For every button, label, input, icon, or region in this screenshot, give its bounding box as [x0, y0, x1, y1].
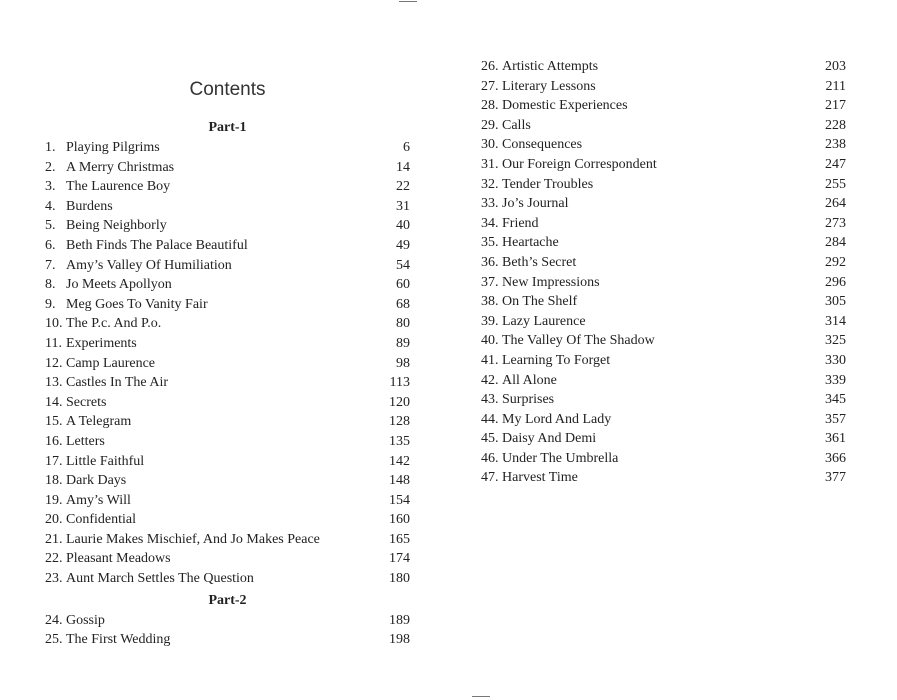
- chapter-number: 37.: [481, 274, 499, 290]
- toc-entry: [45, 275, 410, 295]
- chapter-title: Tender Troubles: [502, 176, 594, 192]
- toc-entry: [45, 354, 410, 374]
- chapter-title: Heartache: [502, 235, 559, 251]
- chapter-number: 24.: [45, 612, 63, 628]
- toc-entry: [481, 233, 846, 253]
- toc-entry: [45, 569, 410, 589]
- chapter-title: Jo’s Journal: [502, 196, 569, 212]
- chapter-title: Pleasant Meadows: [66, 551, 171, 567]
- chapter-title: Lazy Laurence: [502, 313, 586, 329]
- chapter-number: 7.: [45, 257, 56, 273]
- chapter-title: Domestic Experiences: [502, 98, 628, 114]
- page-number: 377: [825, 470, 846, 486]
- chapter-number: 32.: [481, 176, 499, 192]
- chapter-title: Harvest Time: [502, 470, 578, 486]
- chapter-title: Little Faithful: [66, 453, 145, 469]
- chapter-number: 28.: [481, 98, 499, 114]
- chapter-number: 36.: [481, 254, 499, 270]
- chapter-number: 40.: [481, 333, 499, 349]
- toc-entry: [45, 256, 410, 276]
- chapter-title: Beth’s Secret: [502, 254, 577, 270]
- toc-entry: [45, 138, 410, 158]
- toc-entry: [45, 510, 410, 530]
- chapter-number: 44.: [481, 411, 499, 427]
- page-number: 60: [396, 277, 410, 293]
- page-number: 89: [396, 335, 410, 351]
- part-2-heading: Part-2: [208, 592, 247, 608]
- toc-entry: [481, 449, 846, 469]
- chapter-title: On The Shelf: [502, 294, 578, 310]
- chapter-number: 18.: [45, 473, 63, 489]
- chapter-title: Experiments: [66, 335, 137, 351]
- chapter-title: The First Wedding: [66, 632, 171, 648]
- page-number: 180: [389, 571, 410, 587]
- chapter-number: 4.: [45, 198, 56, 214]
- chapter-title: Our Foreign Correspondent: [502, 156, 657, 172]
- page-number: 284: [825, 235, 846, 251]
- chapter-title: Burdens: [66, 198, 113, 214]
- page-number: 40: [396, 218, 410, 234]
- chapter-number: 23.: [45, 571, 63, 587]
- page-number: 325: [825, 333, 846, 349]
- page-number: 31: [396, 198, 410, 214]
- toc-entry: [481, 331, 846, 351]
- chapter-title: Friend: [502, 215, 539, 231]
- toc-entry: [45, 471, 410, 491]
- chapter-title: Laurie Makes Mischief, And Jo Makes Peace: [66, 531, 320, 547]
- chapter-title: Meg Goes To Vanity Fair: [66, 296, 208, 312]
- chapter-number: 38.: [481, 294, 499, 310]
- toc-entry: [45, 177, 410, 197]
- chapter-title: All Alone: [502, 372, 557, 388]
- toc-entry: [481, 57, 846, 77]
- chapter-number: 41.: [481, 352, 499, 368]
- chapter-title: Playing Pilgrims: [66, 140, 160, 155]
- page-number: 80: [396, 316, 410, 332]
- chapter-number: 3.: [45, 179, 56, 195]
- chapter-number: 27.: [481, 78, 499, 94]
- page-number: 14: [396, 159, 410, 175]
- chapter-title: Aunt March Settles The Question: [66, 571, 254, 587]
- toc-entry: [45, 393, 410, 413]
- page-number: 305: [825, 294, 846, 310]
- toc-entry: [481, 390, 846, 410]
- toc-entry: [45, 158, 410, 178]
- chapter-title: Being Neighborly: [66, 218, 167, 234]
- chapter-number: 21.: [45, 531, 63, 547]
- chapter-number: 45.: [481, 431, 499, 447]
- chapter-title: The Laurence Boy: [66, 179, 171, 195]
- toc-entry: [481, 312, 846, 332]
- part-1-heading: Part-1: [208, 120, 247, 135]
- chapter-number: 22.: [45, 551, 63, 567]
- toc-entry: [45, 530, 410, 550]
- chapter-title: Surprises: [502, 392, 555, 408]
- toc-entry: [481, 116, 846, 136]
- toc-entry: [45, 197, 410, 217]
- toc-entry: [481, 77, 846, 97]
- page-number: 339: [825, 372, 846, 388]
- chapter-number: 35.: [481, 235, 499, 251]
- toc-entry: [481, 371, 846, 391]
- chapter-title: Artistic Attempts: [502, 59, 599, 74]
- chapter-title: Confidential: [66, 512, 136, 528]
- chapter-number: 10.: [45, 316, 63, 332]
- page-number: 49: [396, 237, 410, 253]
- chapter-title: Secrets: [66, 394, 107, 410]
- chapter-title: Learning To Forget: [502, 352, 611, 368]
- chapter-title: Beth Finds The Palace Beautiful: [66, 237, 248, 253]
- toc-entry: [45, 452, 410, 472]
- left-page: [45, 76, 410, 650]
- chapter-number: 13.: [45, 375, 63, 391]
- toc-entry: [45, 630, 410, 650]
- toc-entry: [481, 155, 846, 175]
- chapter-number: 25.: [45, 632, 63, 648]
- chapter-number: 42.: [481, 372, 499, 388]
- chapter-number: 46.: [481, 450, 499, 466]
- chapter-number: 20.: [45, 512, 63, 528]
- toc-entry: [481, 214, 846, 234]
- page-number: 198: [389, 632, 410, 648]
- toc-entry: [481, 194, 846, 214]
- toc-entry: [481, 273, 846, 293]
- toc-entry: [481, 175, 846, 195]
- page-number: 345: [825, 392, 846, 408]
- chapter-title: Amy’s Valley Of Humiliation: [66, 257, 232, 273]
- chapter-title: Castles In The Air: [66, 375, 169, 391]
- page-number: 292: [825, 254, 846, 270]
- chapter-title: The Valley Of The Shadow: [502, 333, 655, 349]
- chapter-number: 33.: [481, 196, 499, 212]
- chapter-number: 47.: [481, 470, 499, 486]
- page-number: 238: [825, 137, 846, 153]
- page-number: 120: [389, 394, 410, 410]
- chapter-number: 15.: [45, 414, 63, 430]
- page-number: 22: [396, 179, 410, 195]
- page-number: 361: [825, 431, 846, 447]
- page-number: 330: [825, 352, 846, 368]
- chapter-number: 5.: [45, 218, 56, 234]
- toc-entry: [481, 351, 846, 371]
- toc-entry: [45, 611, 410, 631]
- chapter-number: 29.: [481, 117, 499, 133]
- page-number: 113: [389, 375, 410, 391]
- page-number: 273: [825, 215, 846, 231]
- chapter-number: 39.: [481, 313, 499, 329]
- page-number: 54: [396, 257, 410, 273]
- page-number: 357: [825, 411, 846, 427]
- page-bottom-marker: [472, 696, 490, 697]
- page-number: 154: [389, 492, 410, 508]
- toc-entry: [481, 468, 846, 488]
- chapter-number: 9.: [45, 296, 56, 312]
- page-number: 366: [825, 450, 846, 466]
- page-number: 217: [825, 98, 846, 114]
- chapter-title: Amy’s Will: [66, 492, 131, 508]
- chapter-title: Literary Lessons: [502, 78, 596, 94]
- chapter-number: 43.: [481, 392, 499, 408]
- chapter-number: 1.: [45, 140, 56, 155]
- chapter-number: 19.: [45, 492, 63, 508]
- chapter-title: Under The Umbrella: [502, 450, 619, 466]
- chapter-number: 34.: [481, 215, 499, 231]
- page-number: 228: [825, 117, 846, 133]
- toc-entry: [481, 253, 846, 273]
- page-number: 135: [389, 433, 410, 449]
- contents-heading: Contents: [189, 79, 266, 100]
- page-number: 203: [825, 59, 846, 74]
- page-number: 174: [389, 551, 410, 567]
- toc-entry: [45, 491, 410, 511]
- chapter-number: 31.: [481, 156, 499, 172]
- chapter-number: 30.: [481, 137, 499, 153]
- part-2-entry-list-right: [481, 57, 846, 488]
- toc-entry: [45, 549, 410, 569]
- chapter-title: Dark Days: [66, 473, 127, 489]
- page-number: 148: [389, 473, 410, 489]
- toc-entry: [45, 412, 410, 432]
- page-number: 160: [389, 512, 410, 528]
- page-number: 255: [825, 176, 846, 192]
- toc-entry: [45, 373, 410, 393]
- chapter-title: Jo Meets Apollyon: [66, 277, 172, 293]
- chapter-title: New Impressions: [502, 274, 600, 290]
- chapter-title: My Lord And Lady: [502, 411, 612, 427]
- chapter-number: 2.: [45, 159, 56, 175]
- page-top-marker: [399, 1, 417, 2]
- toc-entry: [481, 429, 846, 449]
- toc-entry: [45, 295, 410, 315]
- chapter-number: 14.: [45, 394, 63, 410]
- toc-entry: [481, 292, 846, 312]
- toc-entry: [45, 314, 410, 334]
- page-number: 68: [396, 296, 410, 312]
- page-number: 6: [403, 140, 410, 155]
- chapter-title: Camp Laurence: [66, 355, 156, 371]
- chapter-number: 17.: [45, 453, 63, 469]
- toc-entry: [481, 410, 846, 430]
- page-number: 247: [825, 156, 846, 172]
- chapter-number: 6.: [45, 237, 56, 253]
- chapter-title: A Merry Christmas: [66, 159, 175, 175]
- chapter-title: The P.c. And P.o.: [66, 316, 162, 332]
- page-number: 165: [389, 531, 410, 547]
- part-1-entry-list: [45, 138, 410, 589]
- page-number: 296: [825, 274, 846, 290]
- toc-entry: [45, 334, 410, 354]
- toc-entry: [45, 216, 410, 236]
- chapter-number: 11.: [45, 335, 62, 351]
- page-number: 142: [389, 453, 410, 469]
- chapter-number: 12.: [45, 355, 63, 371]
- right-page: [481, 57, 846, 488]
- chapter-title: A Telegram: [66, 414, 132, 430]
- chapter-number: 8.: [45, 277, 56, 293]
- chapter-title: Daisy And Demi: [502, 431, 597, 447]
- part-2-entry-list-left: [45, 611, 410, 650]
- chapter-number: 16.: [45, 433, 63, 449]
- chapter-number: 26.: [481, 59, 499, 74]
- page-number: 211: [825, 78, 846, 94]
- toc-entry: [45, 432, 410, 452]
- chapter-title: Consequences: [502, 137, 583, 153]
- toc-entry: [45, 236, 410, 256]
- page-number: 189: [389, 612, 410, 628]
- page-number: 128: [389, 414, 410, 430]
- chapter-title: Letters: [66, 433, 105, 449]
- toc-entry: [481, 96, 846, 116]
- page-number: 314: [825, 313, 846, 329]
- chapter-title: Gossip: [66, 612, 105, 628]
- page-number: 264: [825, 196, 846, 212]
- chapter-title: Calls: [502, 117, 531, 133]
- toc-entry: [481, 135, 846, 155]
- page-number: 98: [396, 355, 410, 371]
